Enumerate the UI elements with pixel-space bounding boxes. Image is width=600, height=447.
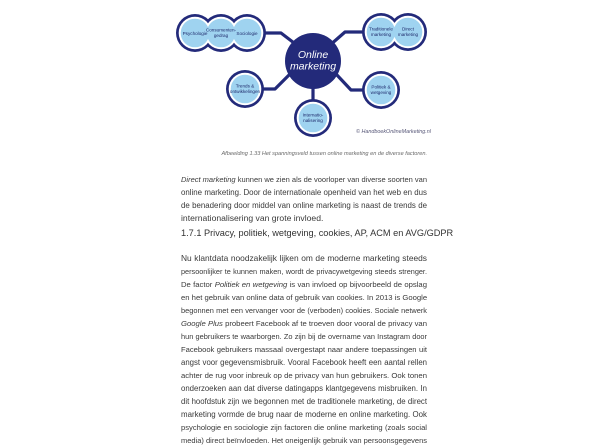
- node-cluster-right: [362, 13, 427, 51]
- paragraph-line: onderzoeken aan dat diverse datingapps klantgegevens misbruiken. In: [181, 384, 427, 393]
- paragraph-line: [181, 173, 427, 186]
- emphasis-direct-marketing: Direct marketing: [181, 175, 236, 184]
- node-politiek: [362, 71, 400, 109]
- node-psychologie: Psychologie: [182, 31, 208, 36]
- node-trends-label: Trends & ontwikkelingen: [229, 83, 261, 95]
- node-internationalisering: [294, 99, 332, 137]
- paragraph-line: achter de rug voor inbreuk op de privacy van hun gebruikers. Ook tonen: [181, 371, 427, 380]
- paragraph-line: online marketing. Door de internationale openheid van het web en dus: [181, 188, 427, 197]
- paragraph-line: angst voor gegevensmisbruik. Vooral Facebook heeft een aantal rellen: [181, 358, 427, 367]
- paragraph-line: Nu klantdata noodzakelijk lijken om de moderne marketing steeds: [181, 253, 427, 263]
- paragraph-2: [181, 252, 427, 447]
- online-marketing-diagram: [0, 0, 600, 170]
- connector-politiek: [336, 74, 364, 90]
- line-text: De factor: [181, 280, 215, 289]
- node-cluster-left: [176, 14, 266, 52]
- paragraph-line: [181, 278, 427, 291]
- node-trends: [226, 70, 264, 108]
- center-label: Online marketing: [289, 49, 337, 73]
- node-center-online-marketing: [285, 33, 341, 89]
- paragraph-line: persoonlijker te kunnen maken, wordt de privacywetgeving steeds strenger.: [181, 267, 427, 276]
- paragraph-line: media) direct beïnvloeden. Het oneigenlijk gebruik van persoonsgegevens: [181, 436, 427, 445]
- connector-trends: [262, 74, 290, 89]
- node-consumentengedrag: Consumenten-gedrag: [205, 27, 237, 39]
- node-traditionele-marketing: Traditionele marketing: [369, 26, 393, 38]
- paragraph-line: [181, 317, 427, 330]
- emphasis-google-plus: Google Plus: [181, 319, 223, 328]
- figure-caption: Afbeelding 1.33 Het spanningsveld tussen online marketing en de diverse factoren.: [221, 151, 427, 157]
- paragraph-line: de benadering door middel van online marketing is naast de trends de: [181, 201, 427, 210]
- paragraph-line: marketing vormde de brug naar de moderne en online marketing. Ook: [181, 410, 427, 419]
- node-internationalisering-label: Internatio-nalisering: [302, 112, 324, 124]
- paragraph-line: internationalisering van grote invloed.: [181, 213, 324, 223]
- node-sociologie: Sociologie: [236, 31, 258, 36]
- section-heading: 1.7.1 Privacy, politiek, wetgeving, cookies, AP, ACM en AVG/GDPR: [181, 228, 454, 238]
- line-text: is van invloed op bijvoorbeeld de opslag: [287, 280, 427, 289]
- node-politiek-label: Politiek & wetgeving: [370, 84, 392, 96]
- figure-copyright: © HandboekOnlineMarketing.nl: [356, 129, 431, 135]
- paragraph-line: begonnen met een vervanger voor de (verboden) cookies. Sociale netwerk: [181, 306, 427, 315]
- line-text: probeert Facebook af te troeven door vooral de privacy van: [222, 319, 427, 328]
- line-text: kunnen we zien als de voorloper van diverse soorten van: [235, 175, 427, 184]
- paragraph-1: [181, 173, 427, 225]
- paragraph-line: dit hoofdstuk zijn we begonnen met de traditionele marketing, de direct: [181, 397, 427, 406]
- emphasis-politiek-en-wetgeving: Politiek en wetgeving: [214, 280, 288, 289]
- paragraph-line: hun gebruikers te waarborgen. Zo zijn bij de overname van Instagram door: [181, 332, 427, 341]
- paragraph-line: en het gebruik van online data of gebruik van cookies. In 2013 is Google: [181, 293, 427, 302]
- node-direct-marketing: Direct marketing: [397, 26, 419, 38]
- paragraph-line: psychologie en sociologie zijn factoren die online marketing (zoals social: [181, 423, 427, 432]
- paragraph-line: Facebook gebruikers massaal overgestapt naar andere toepassingen uit: [181, 345, 427, 354]
